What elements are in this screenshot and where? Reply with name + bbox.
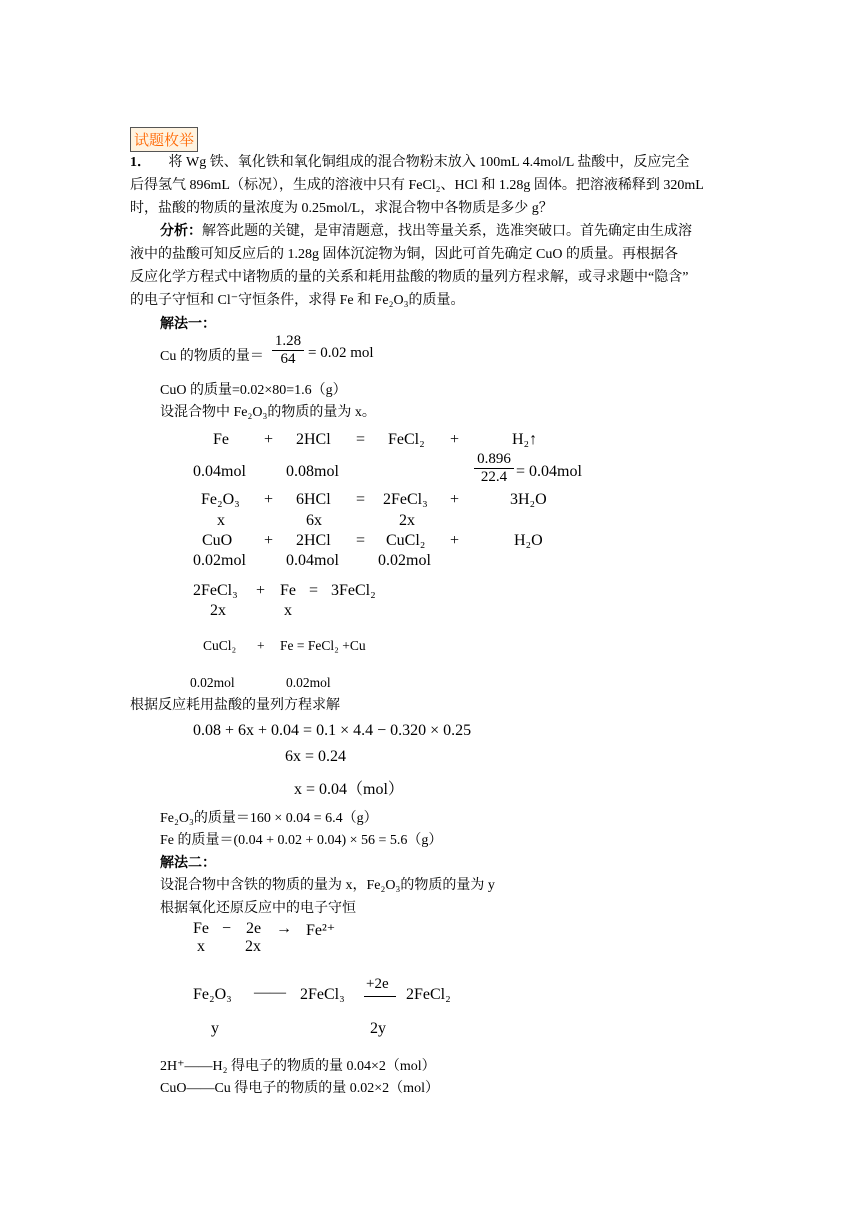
r4-equals: = bbox=[309, 582, 319, 599]
r2v-hcl: 6x bbox=[306, 512, 322, 529]
r4v-fe: x bbox=[284, 602, 292, 619]
cu-amount-result: = 0.02 mol bbox=[308, 345, 374, 361]
r5-plus: + bbox=[257, 638, 265, 653]
r3-equals: = bbox=[356, 532, 366, 549]
r2-fe2o3: Fe₂O₃ bbox=[201, 491, 240, 508]
r2-plus: + bbox=[264, 491, 274, 508]
h-electron-line: 2H⁺——H₂ 得电子的物质的量 0.04×2（mol） bbox=[160, 1059, 436, 1074]
r4-fe: Fe bbox=[280, 582, 296, 599]
method-2-title: 解法二： bbox=[160, 856, 216, 871]
method-1-title: 解法一： bbox=[160, 317, 216, 332]
problem-line-1: 1． 将 Wg 铁、氧化铁和氧化铜组成的混合物粉末放入 100mL 4.4mol/L 盐酸中，反应完全 bbox=[130, 155, 690, 170]
e1-fe: Fe bbox=[193, 920, 209, 937]
method-2-assumption: 设混合物中含铁的物质的量为 x，Fe₂O₃的物质的量为 y bbox=[160, 878, 495, 893]
r2-fecl3: 2FeCl₃ bbox=[383, 491, 428, 508]
r1-hcl: 2HCl bbox=[296, 431, 331, 448]
e2-fecl2: 2FeCl₂ bbox=[406, 986, 451, 1003]
r2v-fecl3: 2x bbox=[399, 512, 415, 529]
cu-amount-fraction: 1.28 64 bbox=[272, 333, 304, 368]
r3-cuo: CuO bbox=[202, 532, 233, 549]
method-1-assumption: 设混合物中 Fe₂O₃的物质的量为 x。 bbox=[160, 405, 376, 420]
r5v-cucl2: 0.02mol bbox=[190, 675, 235, 690]
e1v-2e: 2x bbox=[245, 938, 261, 955]
cu-electron-line: CuO——Cu 得电子的物质的量 0.02×2（mol） bbox=[160, 1081, 439, 1096]
r5-rest: Fe = FeCl₂ +Cu bbox=[280, 638, 366, 653]
r2-h2o: 3H₂O bbox=[510, 491, 547, 508]
equation-3: x = 0.04（mol） bbox=[294, 781, 404, 798]
problem-number: 1． bbox=[130, 155, 151, 170]
e2-fe2o3: Fe₂O₃ bbox=[193, 986, 232, 1003]
r3v-cuo: 0.02mol bbox=[193, 552, 246, 569]
cuo-mass: CuO 的质量=0.02×80=1.6（g） bbox=[160, 383, 347, 398]
r1-plus-2: + bbox=[450, 431, 460, 448]
r1-h2: H₂↑ bbox=[512, 431, 538, 448]
equation-1: 0.08 + 6x + 0.04 = 0.1 × 4.4 − 0.320 × 0.25 bbox=[193, 722, 472, 739]
cu-amount-label: Cu 的物质的量＝ bbox=[160, 349, 264, 364]
problem-line-3: 时，盐酸的物质的量浓度为 0.25mol/L，求混合物中各物质是多少 g？ bbox=[130, 201, 553, 216]
e2v-fe2o3: y bbox=[211, 1020, 219, 1037]
r4-plus: + bbox=[256, 582, 266, 599]
analysis-line-4: 的电子守恒和 Cl⁻守恒条件，求得 Fe 和 Fe₂O₃的质量。 bbox=[130, 293, 465, 308]
e2v-fecl3: 2y bbox=[370, 1020, 386, 1037]
r3-plus-2: + bbox=[450, 532, 460, 549]
fe-mass: Fe 的质量＝(0.04 + 0.02 + 0.04) × 56 = 5.6（g） bbox=[160, 833, 443, 848]
r4v-fecl3: 2x bbox=[210, 602, 226, 619]
problem-line-2: 后得氢气 896mL（标况），生成的溶液中只有 FeCl₂、HCl 和 1.28g 固体。把溶液稀释到 320mL bbox=[130, 178, 704, 193]
r2v-fe2o3: x bbox=[217, 512, 225, 529]
r1-fecl2: FeCl₂ bbox=[388, 431, 425, 448]
fe2o3-mass: Fe₂O₃的质量＝160 × 0.04 = 6.4（g） bbox=[160, 811, 378, 826]
r4-fecl3: 2FeCl₃ bbox=[193, 582, 238, 599]
analysis-line-3: 反应化学方程式中诸物质的量的关系和耗用盐酸的物质的量列方程求解，或寻求题中“隐含” bbox=[130, 270, 689, 285]
r2-plus-2: + bbox=[450, 491, 460, 508]
e1-fe2plus: Fe²⁺ bbox=[306, 922, 336, 939]
r3v-hcl: 0.04mol bbox=[286, 552, 339, 569]
analysis-line-1: 分析：解答此题的关键，是审清题意，找出等量关系，选准突破口。首先确定由生成溶 bbox=[160, 224, 692, 239]
r2-hcl: 6HCl bbox=[296, 491, 331, 508]
e2-dash: —— bbox=[254, 984, 286, 1001]
e1-2e: 2e bbox=[246, 920, 262, 937]
equation-2: 6x = 0.24 bbox=[285, 748, 347, 765]
e2-arrow-line bbox=[364, 996, 396, 997]
e1-arrow: → bbox=[276, 920, 292, 937]
r3-hcl: 2HCl bbox=[296, 532, 331, 549]
r1-fe: Fe bbox=[213, 431, 229, 448]
r4-fecl2: 3FeCl₂ bbox=[331, 582, 376, 599]
r1v-h2-result: = 0.04mol bbox=[516, 463, 582, 480]
r3-cucl2: CuCl₂ bbox=[386, 532, 426, 549]
r2-equals: = bbox=[356, 491, 366, 508]
r1v-hcl: 0.08mol bbox=[286, 463, 339, 480]
e1v-fe: x bbox=[197, 938, 205, 955]
r5-cucl2: CuCl₂ bbox=[203, 638, 237, 653]
section-header: 试题枚举 bbox=[130, 127, 198, 152]
e1-minus: − bbox=[222, 920, 232, 937]
e2-fecl3: 2FeCl₃ bbox=[300, 986, 345, 1003]
equation-intro: 根据反应耗用盐酸的量列方程求解 bbox=[130, 698, 340, 713]
conservation-intro: 根据氧化还原反应中的电子守恒 bbox=[160, 901, 356, 916]
r1v-fe: 0.04mol bbox=[193, 463, 246, 480]
analysis-line-2: 液中的盐酸可知反应后的 1.28g 固体沉淀物为铜，因此可首先确定 CuO 的质量。再根据各 bbox=[130, 247, 678, 262]
analysis-label: 分析： bbox=[160, 224, 202, 239]
r3v-cucl2: 0.02mol bbox=[378, 552, 431, 569]
r5v-fe: 0.02mol bbox=[286, 675, 331, 690]
r1-equals: = bbox=[356, 431, 366, 448]
r3-plus: + bbox=[264, 532, 274, 549]
r1v-h2-fraction: 0.896 22.4 bbox=[474, 451, 514, 486]
e2-electron-label: +2e bbox=[366, 976, 389, 992]
r1-plus: + bbox=[264, 431, 274, 448]
r3-h2o: H₂O bbox=[514, 532, 543, 549]
